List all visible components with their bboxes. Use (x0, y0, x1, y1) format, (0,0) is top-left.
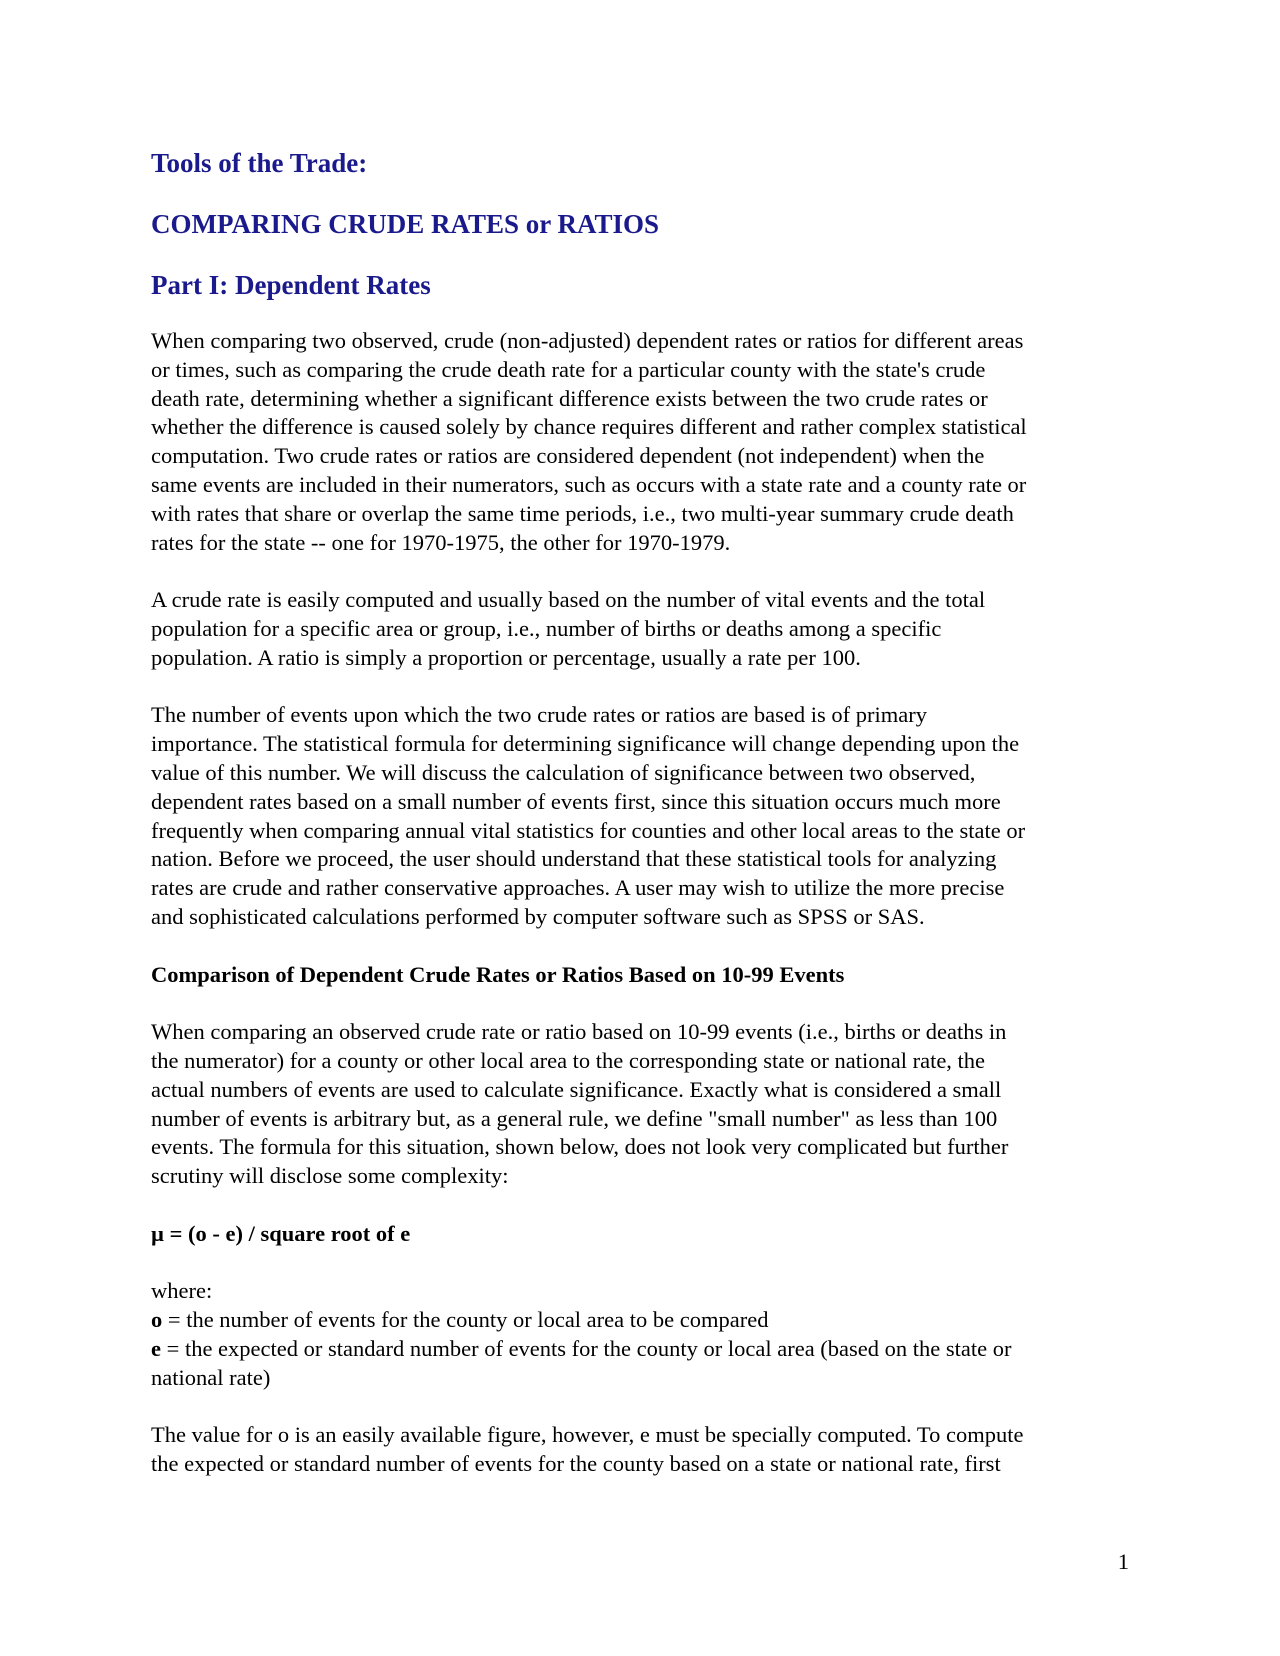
text-line: and sophisticated calculations performed by computer software such as SPSS or SAS. (151, 903, 925, 929)
definition-symbol: o (151, 1307, 163, 1333)
definition-symbol: e (151, 1335, 161, 1361)
definition-continuation: national rate) (151, 1364, 271, 1390)
text-line: dependent rates based on a small number of events first, since this situation occurs much more (151, 788, 1001, 814)
text-line: with rates that share or overlap the same time periods, i.e., two multi-year summary crude death (151, 500, 1014, 526)
text-line: scrutiny will disclose some complexity: (151, 1163, 509, 1189)
paragraph-crude-rate (151, 586, 1131, 672)
text-line: the expected or standard number of events for the county based on a state or national rate, first (151, 1451, 1001, 1477)
text-line: number of events is arbitrary but, as a general rule, we define "small number" as less than 100 (151, 1105, 998, 1131)
document-subtitle: COMPARING CRUDE RATES or RATIOS (151, 209, 660, 239)
paragraph-intro (151, 327, 1131, 557)
definition-e (151, 1335, 1131, 1364)
definitions (151, 1277, 1131, 1392)
text-line: population for a specific area or group, i.e., number of births or deaths among a specific (151, 615, 942, 641)
text-line: rates for the state -- one for 1970-1975, the other for 1970-1979. (151, 529, 731, 555)
page-content (151, 146, 1131, 1508)
where-label: where: (151, 1278, 213, 1304)
text-line: population. A ratio is simply a proportion or percentage, usually a rate per 100. (151, 644, 861, 670)
definition-o (151, 1306, 1131, 1335)
text-line: importance. The statistical formula for determining significance will change depending upon the (151, 731, 1020, 757)
formula: µ = (o - e) / square root of e (151, 1220, 411, 1246)
text-line: nation. Before we proceed, the user should understand that these statistical tools for analyzing (151, 846, 997, 872)
paragraph-section (151, 1018, 1131, 1191)
text-line: A crude rate is easily computed and usually based on the number of vital events and the total (151, 587, 986, 613)
text-line: or times, such as comparing the crude death rate for a particular county with the state's crude (151, 356, 986, 382)
text-line: actual numbers of events are used to calculate significance. Exactly what is considered a small (151, 1076, 1002, 1102)
text-line: same events are included in their numerators, such as occurs with a state rate and a county rate or (151, 471, 1027, 497)
text-line: frequently when comparing annual vital statistics for counties and other local areas to the state or (151, 817, 1026, 843)
definition-text: = the expected or standard number of events for the county or local area (based on the state or (161, 1335, 1012, 1361)
text-line: The value for o is an easily available figure, however, e must be specially computed. To compute (151, 1422, 1024, 1448)
text-line: the numerator) for a county or other local area to the corresponding state or national rate, the (151, 1047, 986, 1073)
page-number: 1 (1117, 1549, 1129, 1574)
definition-text: = the number of events for the county or local area to be compared (162, 1307, 769, 1333)
text-line: computation. Two crude rates or ratios are considered dependent (not independent) when the (151, 443, 985, 469)
text-line: events. The formula for this situation, shown below, does not look very complicated but further (151, 1134, 1009, 1160)
part-heading: Part I: Dependent Rates (151, 270, 431, 300)
section-heading: Comparison of Dependent Crude Rates or Ratios Based on 10-99 Events (151, 961, 845, 987)
paragraph-number-of-events (151, 701, 1131, 931)
text-line: death rate, determining whether a significant difference exists between the two crude rates or (151, 385, 988, 411)
text-line: The number of events upon which the two crude rates or ratios are based is of primary (151, 702, 927, 728)
paragraph-final (151, 1421, 1131, 1479)
text-line: When comparing an observed crude rate or ratio based on 10-99 events (i.e., births or deaths in (151, 1019, 1007, 1045)
text-line: rates are crude and rather conservative approaches. A user may wish to utilize the more precise (151, 875, 1005, 901)
text-line: whether the difference is caused solely by chance requires different and rather complex statistical (151, 414, 1027, 440)
text-line: When comparing two observed, crude (non-adjusted) dependent rates or ratios for different areas (151, 328, 1024, 353)
text-line: value of this number. We will discuss the calculation of significance between two observed, (151, 759, 976, 785)
document-title: Tools of the Trade: (151, 148, 368, 178)
